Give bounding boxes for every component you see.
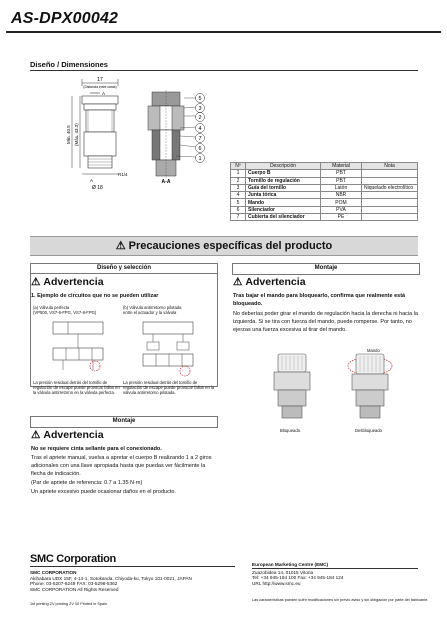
mounting-torque: (Par de apriete de referencia: 0.7 a 1.35 N·m) [31,480,143,486]
table-row: 1 Cuerpo B PBT [231,170,418,177]
callout-4 [196,124,205,133]
precautions-banner [30,236,418,256]
callout-circles [194,92,208,172]
callout-3 [196,104,205,113]
section-drawing [140,90,235,185]
locked-label: Bloqueado [280,428,301,433]
dim-r14: R1/4 [118,172,128,177]
col-desc: Descripción [246,163,321,170]
warning-icon: ⚠ [31,276,41,288]
warning-icon: ⚠ [233,276,243,288]
case-a-note: La presión residual detrás del tornillo de regulación de escape puede provocar fallos en la válvula antirretorno en la válvula perfecta. [33,380,120,395]
case-a-label: (a) Válvula perfecta (VP500, VS7-6-FPG, VS7-8-FPG) [33,305,97,315]
svg-text:2: 2 [198,115,202,121]
footer-rule-right [252,568,418,569]
panel-heading: Montaje [112,418,136,424]
dim-a-top: A [102,91,106,96]
footer-address-left [30,570,192,592]
callout-7 [196,134,205,143]
knob-locked [274,354,310,418]
copyright: SMC CORPORATION All Rights Reserved [30,586,119,592]
mounting-panel [30,416,218,428]
case-b-label: (b) Válvula antirretorno pilotada entre el actuador y la válvula [123,305,182,315]
col-no: Nº [231,163,246,170]
emc-title: European Marketing Centre (EMC) [252,562,329,567]
case-b-note: La presión residual detrás del tornillo de regulación de escape puede provocar fallos en la válvula antirretorno pilotada. [123,380,215,395]
warning-heading: ⚠ Advertencia [31,429,104,441]
company-phone: Phone: 03-5207-8249 FAX: 03-5298-5362 [30,581,118,587]
circuit-diagram-a [33,318,123,378]
col-note: Nota [362,163,418,170]
header-rule [6,31,441,33]
emc-phone: Tel: +34 945-184 100 Fax: +34 945-184 124 [252,575,344,581]
callout-2 [196,113,205,122]
emc-address: Zuazobidea 14, 01015 Vitoria [252,569,314,575]
dim-a-bottom: A [90,178,94,183]
warning-heading: ⚠ Advertencia [233,276,306,288]
mounting-title: No se requiere cinta sellante para el conexionado. [31,446,162,452]
svg-text:7: 7 [198,136,202,142]
mounting-text: Tras el apriete manual, vuelva a apretar el cuerpo B realizando 1 a 2 giros adicionales con una llave apropiada hasta que puedas ver fácilmente la flecha de indicación. [31,455,212,477]
knob-label: Mando [367,348,380,353]
mounting-warning-text: Un apriete excesivo puede ocasionar daños en el producto. [31,489,176,495]
panel-heading: Diseño y selección [31,264,217,274]
table-row: 2 Tornillo de regulación PBT [231,177,418,184]
parts-header-row [231,163,418,170]
warning-icon: ⚠ [115,240,126,252]
company-address: Akihabara UDX 15F, 4-14-1, Sotokanda, Chiyoda-ku, Tokyo 101-0021, JAPAN [30,575,192,581]
callout-6 [196,144,205,153]
dimension-drawing [30,74,140,194]
table-row: 6 Silenciador PVA [231,206,418,213]
dim-max: (Máx. 43.3) [74,123,79,146]
warning-icon: ⚠ [31,429,41,441]
svg-text:3: 3 [198,106,202,112]
section-label: A-A [161,179,171,185]
svg-text:6: 6 [198,146,202,152]
table-row: 7 Cubierta del silenciador PE [231,214,418,221]
circuit-subtitle: 1. Ejemplo de circuitos que no se pueden utilizar [31,293,159,299]
circuit-diagram-b [123,318,213,378]
dim-17: 17 [97,77,103,83]
disclaimer: Las características pueden sufrir modificaciones sin previo aviso y sin obligación por parte del fabricante. [252,598,429,602]
footer-address-right [252,562,343,586]
right-mounting-panel [232,263,420,275]
svg-text:5: 5 [198,96,202,102]
svg-text:4: 4 [198,126,202,132]
section-rule [30,70,418,71]
warning-heading: ⚠ Advertencia [31,276,104,288]
col-material: Material [321,163,362,170]
emc-url: URL http://www.smc.eu [252,580,301,586]
knob-unlocked [348,354,392,418]
dim-llave: (Distancia entre caras) [83,85,117,89]
table-row: 4 Junta tórica NBR [231,192,418,199]
unlocked-label: Desbloqueado [355,428,383,433]
footer-rule-left [30,566,235,567]
company-name: SMC CORPORATION [30,570,77,575]
lock-subtitle: Tras bajar el mando para bloquearlo, confirma que realmente está bloqueado. [233,293,406,307]
table-row: 5 Mando POM [231,199,418,206]
panel-heading: Montaje [314,265,338,271]
dim-min: Mín. 40.5 [66,125,71,144]
smc-logo: SMC Corporation [30,553,116,565]
callout-1 [196,154,205,163]
lock-text: No deberías poder girar el mando de regulación hacia la derecha ni hacia la izquierda. Si se tira con fuerza del mando, puede romperse. Por tanto, no ejerzas una fuerza excesiva al tirar del mando. [233,311,418,333]
banner-title: Precauciones específicas del producto [128,240,333,252]
callout-5 [196,94,205,103]
printing-info: 1st printing ZV printing ZV 00 Printed in Spain [30,602,108,606]
dim-phi: Ø 18 [92,185,103,191]
table-row: 3 Guía del tornillo Latón Niquelado electrolítico [231,184,418,191]
page-title: AS-DPX00042 [11,10,119,27]
knob-illustration [266,352,426,422]
svg-text:1: 1 [198,156,202,162]
parts-table [230,162,418,221]
section-heading-design: Diseño / Dimensiones [30,60,108,69]
